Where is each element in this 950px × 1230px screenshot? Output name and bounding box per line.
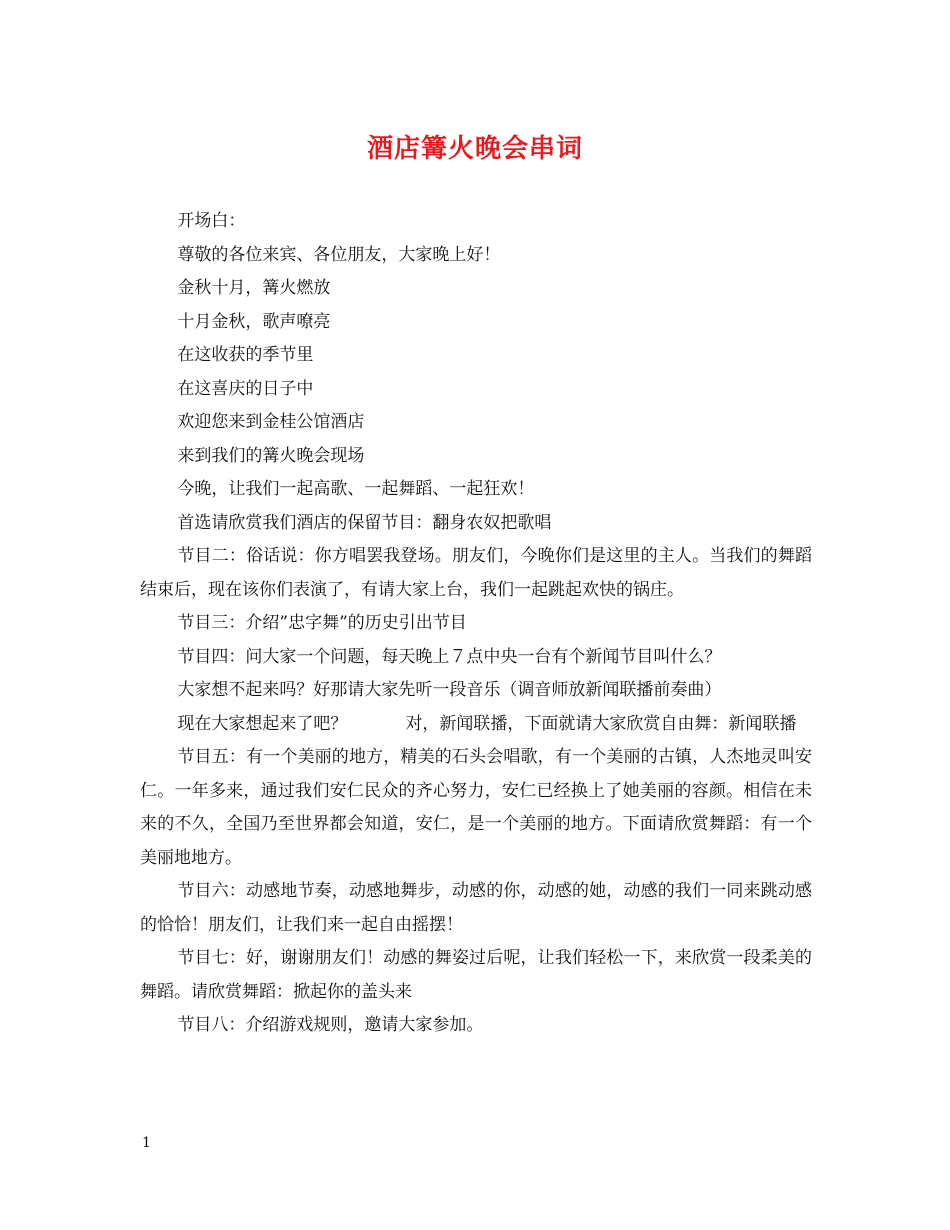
paragraph: 节目七：好，谢谢朋友们！动感的舞姿过后呢，让我们轻松一下，来欣赏一段柔美的舞蹈。请欣赏舞蹈：掀起你的盖头来 <box>140 948 812 1002</box>
paragraph: 来到我们的篝火晚会现场 <box>177 445 365 466</box>
document-body <box>140 205 812 1043</box>
paragraph: 节目八：介绍游戏规则，邀请大家参加。 <box>177 1015 484 1035</box>
paragraph: 今晚，让我们一起高歌、一起舞蹈、一起狂欢！ <box>177 479 535 499</box>
paragraph: 金秋十月，篝火燃放 <box>177 278 331 298</box>
paragraph: 尊敬的各位来宾、各位朋友，大家晚上好！ <box>177 244 501 265</box>
paragraph: 节目三：介绍”忠字舞”的历史引出节目 <box>177 613 467 633</box>
paragraph: 节目六：动感地节奏，动感地舞步，动感的你，动感的她，动感的我们一同来跳动感的恰恰！朋友们，让我们来一起自由摇摆！ <box>140 881 812 935</box>
paragraph: 首选请欣赏我们酒店的保留节目：翻身农奴把歌唱 <box>177 512 552 533</box>
paragraph-split <box>140 708 812 742</box>
paragraph: 节目二：俗话说：你方唱罢我登场。朋友们，今晚你们是这里的主人。当我们的舞蹈结束后，现在该你们表演了，有请大家上台，我们一起跳起欢快的锅庄。 <box>140 546 812 600</box>
paragraph: 大家想不起来吗？好那请大家先听一段音乐（调音师放新闻联播前奏曲） <box>177 680 722 700</box>
paragraph: 在这收获的季节里 <box>177 345 314 365</box>
paragraph-part: 对，新闻联播，下面就请大家欣赏自由舞：新闻联播 <box>405 713 797 734</box>
page-number: 1 <box>142 1135 151 1151</box>
paragraph-part: 现在大家想起来了吧？ <box>177 713 348 734</box>
paragraph: 在这喜庆的日子中 <box>177 378 314 399</box>
document-title: 酒店篝火晚会串词 <box>366 134 583 164</box>
paragraph: 开场白： <box>177 211 246 231</box>
paragraph: 欢迎您来到金桂公馆酒店 <box>177 412 365 432</box>
paragraph: 节目五：有一个美丽的地方，精美的石头会唱歌，有一个美丽的古镇，人杰地灵叫安仁。一年多来，通过我们安仁民众的齐心努力，安仁已经换上了她美丽的容颜。相信在未来的不久，全国乃至世界都会知道，安仁，是一个美丽的地方。下面请欣赏舞蹈：有一个美丽地地方。 <box>140 747 812 868</box>
paragraph: 十月金秋，歌声嘹亮 <box>177 311 331 332</box>
paragraph: 节目四：问大家一个问题，每天晚上７点中央一台有个新闻节目叫什么？ <box>177 646 722 667</box>
